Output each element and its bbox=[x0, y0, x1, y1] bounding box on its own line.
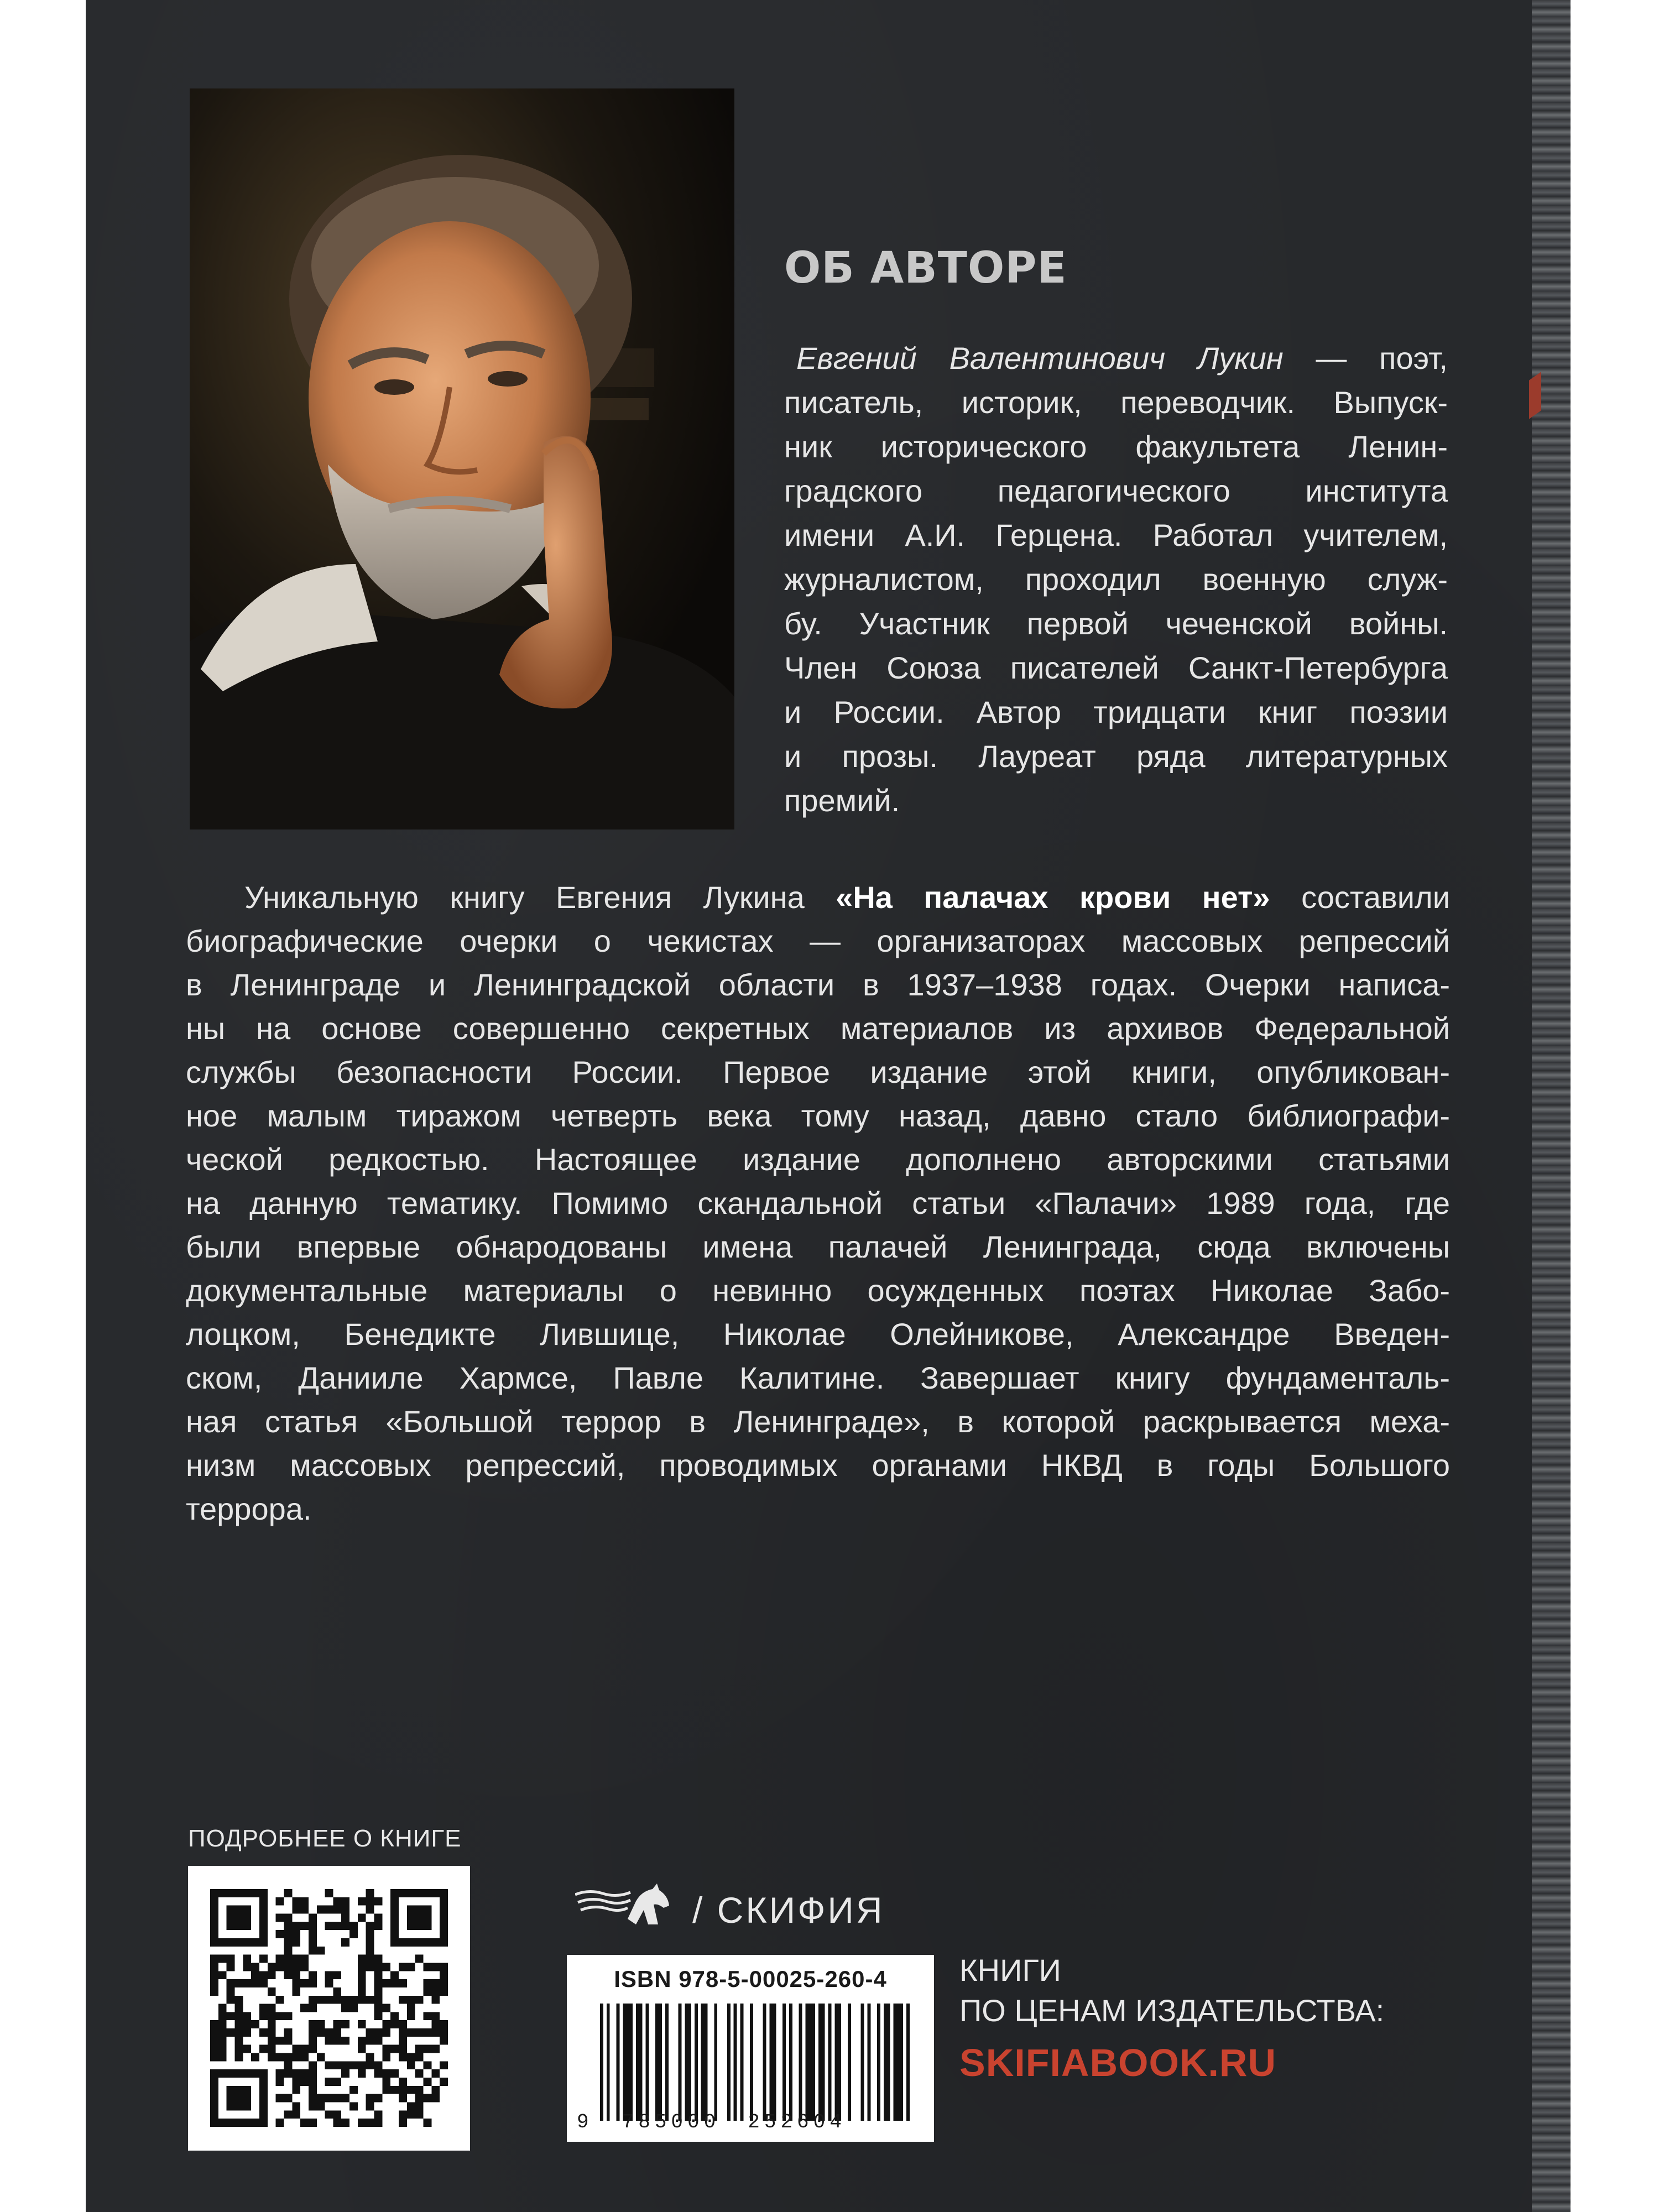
publisher-name: / СКИФИЯ bbox=[692, 1890, 885, 1931]
book-line: террора. bbox=[186, 1491, 312, 1526]
shop-line: КНИГИ bbox=[959, 1953, 1061, 1987]
book-line: в Ленинграде и Ленинградской области в 1937–1938 годах. Очерки написа- bbox=[186, 967, 1450, 1002]
about-author-text bbox=[784, 336, 1448, 823]
page-margin bbox=[1571, 0, 1659, 2212]
book-description bbox=[186, 875, 1450, 1531]
about-line: журналистом, проходил военную служ- bbox=[784, 562, 1448, 597]
isbn-barcode bbox=[567, 1955, 934, 2142]
book-line: Уникальную книгу Евгения Лукина «На палачах крови нет» составили bbox=[244, 880, 1451, 915]
about-line: градского педагогического института bbox=[784, 473, 1448, 508]
book-title: «На палачах крови нет» bbox=[836, 880, 1270, 915]
author-name: Евгений Валентинович Лукин bbox=[796, 341, 1284, 375]
about-line: Евгений Валентинович Лукин — поэт, bbox=[796, 341, 1448, 375]
isbn-number: ISBN 978-5-00025-260-4 bbox=[614, 1966, 887, 1992]
shop-text bbox=[959, 1950, 1384, 2031]
book-line: были впервые обнародованы имена палачей Ленинграда, сюда включены bbox=[186, 1229, 1450, 1264]
about-line: и прозы. Лауреат ряда литературных bbox=[784, 739, 1448, 774]
book-spine bbox=[1532, 0, 1573, 2212]
about-line: премий. bbox=[784, 783, 900, 818]
barcode-digits: 9 785000 252604 bbox=[577, 2111, 846, 2133]
book-line: документальные материалы о невинно осужденных поэтах Николае Забо- bbox=[186, 1273, 1450, 1308]
about-line: писатель, историк, переводчик. Выпуск- bbox=[784, 385, 1448, 420]
about-line: Член Союза писателей Санкт-Петербурга bbox=[784, 650, 1448, 685]
book-line: ческой редкостью. Настоящее издание дополнено авторскими статьями bbox=[186, 1142, 1450, 1177]
book-line: ны на основе совершенно секретных материалов из архивов Федеральной bbox=[186, 1011, 1450, 1046]
book-line: ное малым тиражом четверть века тому назад, давно стало библиографи- bbox=[186, 1098, 1450, 1133]
about-line: бу. Участник первой чеченской войны. bbox=[784, 606, 1448, 641]
about-line: имени А.И. Герцена. Работал учителем, bbox=[784, 518, 1448, 552]
book-line: биографические очерки о чекистах — организаторах массовых репрессий bbox=[186, 924, 1450, 958]
book-line: ная статья «Большой террор в Ленинграде», в которой раскрывается меха- bbox=[186, 1404, 1450, 1439]
book-line: лоцком, Бенедикте Лившице, Николае Олейникове, Александре Введен- bbox=[186, 1317, 1450, 1352]
book-line: низм массовых репрессий, проводимых органами НКВД в годы Большого bbox=[186, 1448, 1450, 1483]
about-line: ник исторического факультета Ленин- bbox=[784, 429, 1448, 464]
about-author-heading: ОБ АВТОРЕ bbox=[784, 243, 1067, 293]
book-line: ском, Данииле Хармсе, Павле Калитине. Завершает книгу фундаменталь- bbox=[186, 1360, 1450, 1395]
about-line: и России. Автор тридцати книг поэзии bbox=[784, 695, 1448, 729]
qr-label: ПОДРОБНЕЕ О КНИГЕ bbox=[188, 1825, 462, 1852]
qr-code[interactable] bbox=[188, 1866, 470, 2151]
shop-url-link[interactable]: SKIFIABOOK.RU bbox=[959, 2041, 1276, 2084]
qr-code-icon bbox=[210, 1889, 448, 2127]
barcode-icon bbox=[600, 2004, 910, 2121]
book-line: службы безопасности России. Первое издание этой книги, опубликован- bbox=[186, 1055, 1450, 1089]
shop-line: ПО ЦЕНАМ ИЗДАТЕЛЬСТВА: bbox=[959, 1993, 1385, 2028]
horse-logo-icon bbox=[575, 1879, 675, 1929]
book-line: на данную тематику. Помимо скандальной статьи «Палачи» 1989 года, где bbox=[186, 1186, 1450, 1220]
author-photo bbox=[190, 88, 734, 830]
author-portrait-image bbox=[190, 88, 734, 830]
